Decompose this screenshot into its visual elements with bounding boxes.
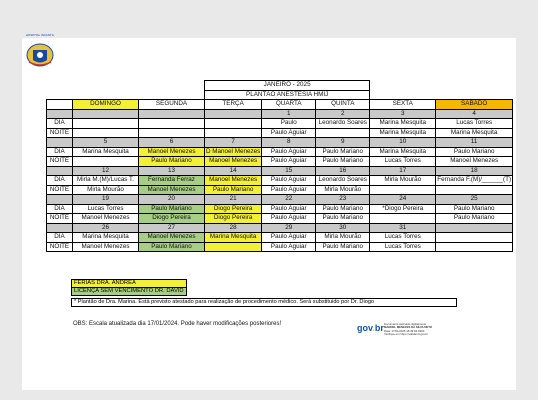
service-title: PLANTÃO ANESTESIA HMIJ xyxy=(205,90,370,100)
dia-shift-sabado: Paulo Mariano xyxy=(436,204,513,214)
schedule-table xyxy=(46,80,513,252)
noite-shift-domingo: Manoel Menezes xyxy=(73,242,139,252)
date-segunda: 27 xyxy=(139,223,205,233)
night-shift-row xyxy=(47,157,513,167)
dia-shift-domingo: Lucas Torres xyxy=(73,204,139,214)
dia-shift-sabado: Fernanda F.(M)/______(T) xyxy=(437,176,512,183)
week-number-row xyxy=(47,223,513,233)
week-number-label-cell xyxy=(47,138,73,148)
legend-table xyxy=(71,279,187,296)
date-domingo: 19 xyxy=(73,195,139,205)
title-row-month xyxy=(47,81,513,91)
legend-vacation: FÉRIAS DRA. ANDREA xyxy=(72,280,187,288)
noite-shift-sabado: Manoel Menezes xyxy=(436,157,513,167)
noite-shift-sexta xyxy=(370,185,436,195)
obs-text: OBS: Escala atualizada dia 17/01/2024. Pode haver modificações posteriores! xyxy=(73,321,282,327)
govbr-logo: gov.br xyxy=(357,323,384,333)
date-segunda: 20 xyxy=(139,195,205,205)
night-label: NOITE xyxy=(47,157,73,167)
noite-shift-quarta: Paulo Aguiar xyxy=(262,128,316,138)
dia-shift-quarta: Paulo Aguiar xyxy=(262,176,316,186)
logo-caption: HOSPITAL INFANTIL xyxy=(25,33,55,37)
night-label: NOITE xyxy=(47,128,73,138)
noite-shift-sexta xyxy=(370,214,436,224)
title-row-service xyxy=(47,90,513,100)
noite-shift-sabado xyxy=(436,185,513,195)
date-sabado: 4 xyxy=(436,109,513,119)
date-sexta: 24 xyxy=(370,195,436,205)
signature-line-2: MANOEL MENEZES DA SILVA NETO xyxy=(384,325,433,330)
dia-shift-segunda: Paulo Mariano xyxy=(139,204,205,214)
noite-shift-terca xyxy=(205,128,262,138)
date-sexta: 17 xyxy=(370,166,436,176)
dia-shift-terca xyxy=(205,119,262,129)
dia-shift-sexta: *Diogo Pereira xyxy=(370,204,436,214)
date-segunda: 6 xyxy=(139,138,205,148)
dia-shift-terca: Diogo Pereira xyxy=(205,204,262,214)
date-terca: 21 xyxy=(205,195,262,205)
week-number-label-cell xyxy=(47,195,73,205)
date-sexta: 31 xyxy=(370,223,436,233)
noite-shift-sabado: Marina Mesquita xyxy=(436,128,513,138)
dia-shift-domingo: Marina Mesquita xyxy=(73,147,139,157)
date-domingo: 26 xyxy=(73,223,139,233)
date-terca: 28 xyxy=(205,223,262,233)
header-quinta: QUINTA xyxy=(316,100,370,110)
date-quarta: 1 xyxy=(262,109,316,119)
header-corner xyxy=(47,100,73,110)
date-sabado: 11 xyxy=(436,138,513,148)
date-quinta: 9 xyxy=(316,138,370,148)
noite-shift-segunda: Paulo Mariano xyxy=(139,242,205,252)
noite-shift-sabado xyxy=(436,242,513,252)
dia-shift-domingo xyxy=(73,119,139,129)
date-segunda xyxy=(139,109,205,119)
week-number-label-cell xyxy=(47,166,73,176)
week-number-row xyxy=(47,109,513,119)
night-shift-row xyxy=(47,242,513,252)
weekday-header-row xyxy=(47,100,513,110)
day-shift-row xyxy=(47,233,513,243)
noite-shift-quinta: Paulo Mariano xyxy=(316,214,370,224)
night-shift-row xyxy=(47,214,513,224)
week-number-label-cell xyxy=(47,223,73,233)
night-shift-row xyxy=(47,128,513,138)
night-label: NOITE xyxy=(47,185,73,195)
dia-shift-segunda xyxy=(139,119,205,129)
noite-shift-quinta: Paulo Mariano xyxy=(316,242,370,252)
noite-shift-domingo: Mirla Mourão xyxy=(73,185,139,195)
noite-shift-quarta: Paulo Aguiar xyxy=(262,214,316,224)
dia-shift-quarta: Paulo xyxy=(262,119,316,129)
dia-shift-domingo: Marina Mesquita xyxy=(73,233,139,243)
noite-shift-domingo: Manoel Menezes xyxy=(73,214,139,224)
date-domingo xyxy=(73,109,139,119)
date-quarta: 15 xyxy=(262,166,316,176)
digital-signature xyxy=(384,323,432,337)
dia-shift-segunda: Manoel Menezes xyxy=(139,233,205,243)
noite-shift-domingo xyxy=(73,128,139,138)
noite-shift-sexta: Lucas Torres xyxy=(370,242,436,252)
noite-shift-domingo xyxy=(73,157,139,167)
noite-shift-quinta: Paulo Mariano xyxy=(316,157,370,167)
date-quarta: 8 xyxy=(262,138,316,148)
dia-shift-quarta: Paulo Aguiar xyxy=(262,233,316,243)
dia-shift-sabado: Paulo Mariano xyxy=(436,147,513,157)
week-number-row xyxy=(47,166,513,176)
noite-shift-terca: Paulo Mariano xyxy=(205,185,262,195)
header-sexta: SEXTA xyxy=(370,100,436,110)
day-label: DIA xyxy=(47,204,73,214)
dia-shift-quinta: Leonardo Soares xyxy=(316,176,370,186)
header-quarta: QUARTA xyxy=(262,100,316,110)
date-quarta: 22 xyxy=(262,195,316,205)
signature-line-1: Documento assinado digitalmente xyxy=(384,322,427,326)
noite-shift-terca: Manoel Menezes xyxy=(205,157,262,167)
date-sabado xyxy=(436,223,513,233)
day-shift-row xyxy=(47,119,513,129)
header-terca: TERÇA xyxy=(205,100,262,110)
night-label: NOITE xyxy=(47,214,73,224)
dia-shift-segunda: Manoel Menezes xyxy=(139,147,205,157)
date-quinta: 16 xyxy=(316,166,370,176)
day-label: DIA xyxy=(47,233,73,243)
noite-shift-terca xyxy=(205,242,262,252)
night-shift-row xyxy=(47,185,513,195)
dia-shift-terca: D Manoel Menezes xyxy=(206,147,261,155)
noite-shift-quarta: Paulo Aguiar xyxy=(262,157,316,167)
dia-shift-sexta: Mirla Mourão xyxy=(370,176,436,186)
date-sexta: 10 xyxy=(370,138,436,148)
day-shift-row xyxy=(47,204,513,214)
date-terca: 14 xyxy=(205,166,262,176)
noite-shift-quarta: Paulo Aguiar xyxy=(262,185,316,195)
dia-shift-segunda: Fernanda Ferraz xyxy=(139,176,205,186)
dia-shift-sexta: Marina Mesquita xyxy=(370,119,436,129)
dia-shift-quinta: Mirla Mourão xyxy=(316,233,370,243)
day-label: DIA xyxy=(47,119,73,129)
month-title: JANEIRO - 2025 xyxy=(205,81,370,91)
date-terca: 7 xyxy=(205,138,262,148)
week-number-row xyxy=(47,138,513,148)
noite-shift-sexta: Lucas Torres xyxy=(370,157,436,167)
dia-shift-quarta: Paulo Aguiar xyxy=(262,147,316,157)
date-domingo: 5 xyxy=(73,138,139,148)
dia-shift-terca: Manoel Menezes xyxy=(205,176,262,186)
date-quinta: 30 xyxy=(316,223,370,233)
dia-shift-quinta: Leonardo Soares xyxy=(316,119,370,129)
dia-shift-terca: Marina Mesquita xyxy=(205,233,262,243)
week-number-row xyxy=(47,195,513,205)
dia-shift-domingo: Mirla M.(M)/Lucas T. xyxy=(73,176,139,186)
noite-shift-segunda: Paulo Mariano xyxy=(139,157,205,167)
dia-shift-quinta: Paulo Mariano xyxy=(316,147,370,157)
hospital-crest-icon xyxy=(25,40,55,68)
noite-shift-terca: Diogo Pereira xyxy=(205,214,262,224)
signature-line-4: Verifique em https://validar.iti.gov.br xyxy=(384,332,428,337)
signature-line-3: Data: 17/01/2025 18:49:06-0300 xyxy=(384,328,425,333)
date-quinta: 2 xyxy=(316,109,370,119)
date-quarta: 29 xyxy=(262,223,316,233)
noite-shift-segunda: Diogo Pereira xyxy=(139,214,205,224)
day-shift-row xyxy=(47,147,513,157)
date-segunda: 13 xyxy=(139,166,205,176)
noite-shift-quinta: Mirla Mourão xyxy=(316,185,370,195)
legend-leave: LICENÇA SEM VENCIMENTO DR. DAVID xyxy=(72,288,187,296)
date-terca xyxy=(205,109,262,119)
dia-shift-quarta: Paulo Aguiar xyxy=(262,204,316,214)
noite-shift-quinta xyxy=(316,128,370,138)
week-number-label-cell xyxy=(47,109,73,119)
date-sabado: 18 xyxy=(436,166,513,176)
date-sexta: 3 xyxy=(370,109,436,119)
date-domingo: 12 xyxy=(73,166,139,176)
date-quinta: 23 xyxy=(316,195,370,205)
noite-shift-quarta: Paulo Aguiar xyxy=(262,242,316,252)
dia-shift-sexta: Marina Mesquita xyxy=(370,147,436,157)
day-shift-row xyxy=(47,176,513,186)
dia-shift-quinta: Paulo Mariano xyxy=(316,204,370,214)
noite-shift-sexta: Marina Mesquita xyxy=(370,128,436,138)
dia-shift-sabado xyxy=(436,233,513,243)
header-domingo: DOMINGO xyxy=(73,100,139,110)
header-segunda: SEGUNDA xyxy=(139,100,205,110)
legend-note: * Plantão de Dra. Marina. Está previsto atestado para realização de procedimento médico. Será substituido por Dr. Diogo xyxy=(71,298,457,307)
date-sabado: 25 xyxy=(436,195,513,205)
day-label: DIA xyxy=(47,176,73,186)
dia-shift-sabado: Lucas Torres xyxy=(436,119,513,129)
noite-shift-segunda: Manoel Menezes xyxy=(139,185,205,195)
noite-shift-segunda xyxy=(139,128,205,138)
dia-shift-sexta: Lucas Torres xyxy=(370,233,436,243)
noite-shift-sabado: Paulo Mariano xyxy=(436,214,513,224)
header-sabado: SABADO xyxy=(436,100,513,110)
day-label: DIA xyxy=(47,147,73,157)
night-label: NOITE xyxy=(47,242,73,252)
